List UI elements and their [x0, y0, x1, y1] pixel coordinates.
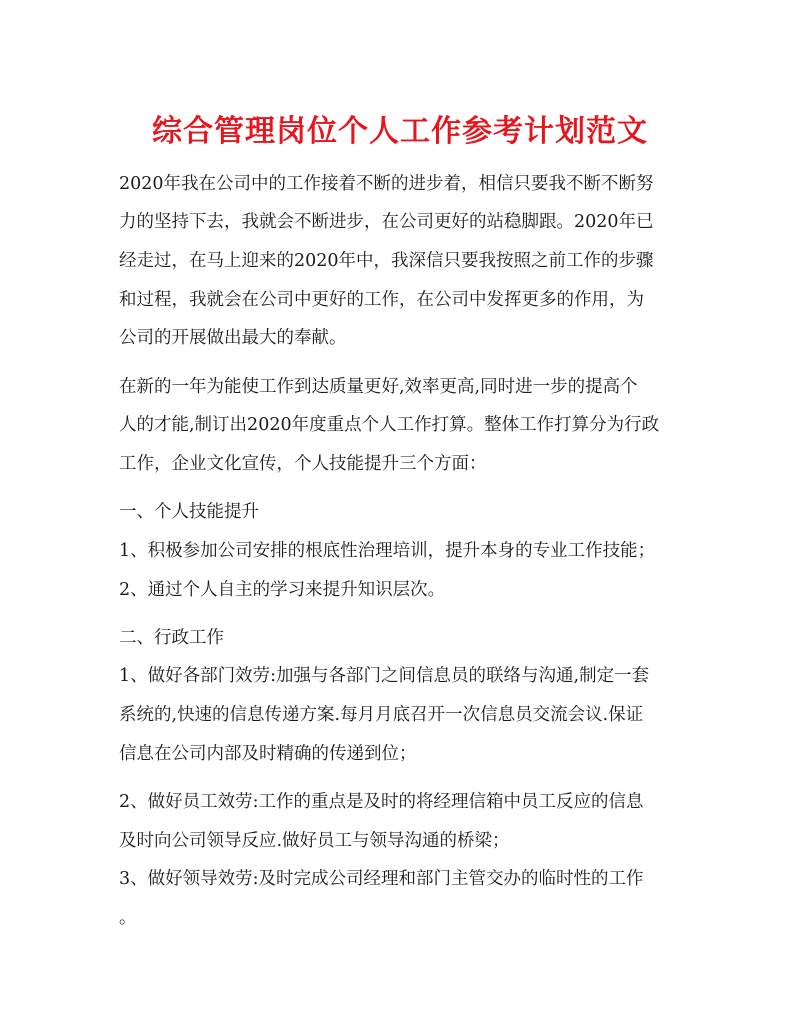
body-line-14: 系统的,快速的信息传递方案.每月月底召开一次信息员交流会议.保证 — [119, 705, 644, 725]
body-line-7: 人的才能,制订出2020年度重点个人工作打算。整体工作打算分为行政 — [119, 415, 660, 435]
body-line-4: 和过程，我就会在公司中更好的工作，在公司中发挥更多的作用，为 — [119, 290, 644, 310]
body-line-17: 及时向公司领导反应.做好员工与领导沟通的桥梁； — [119, 831, 510, 851]
body-line-1: 2020年我在公司中的工作接着不断的进步着，相信只要我不断不断努 — [119, 174, 654, 194]
body-line-15: 信息在公司内部及时精确的传递到位； — [119, 744, 417, 764]
body-line-6: 在新的一年为能使工作到达质量更好,效率更高,同时进一步的提高个 — [119, 377, 638, 397]
body-line-19: 。 — [119, 908, 137, 928]
body-line-18: 3、做好领导效劳:及时完成公司经理和部门主管交办的临时性的工作 — [119, 869, 644, 889]
body-line-5: 公司的开展做出最大的奉献。 — [119, 328, 347, 348]
document-title: 综合管理岗位个人工作参考计划范文 — [152, 114, 648, 149]
body-line-2: 力的坚持下去，我就会不断进步，在公司更好的站稳脚跟。2020年已 — [119, 212, 654, 232]
body-line-13: 1、做好各部门效劳:加强与各部门之间信息员的联络与沟通,制定一套 — [119, 666, 650, 686]
body-line-10: 1、积极参加公司安排的根底性治理培训，提升本身的专业工作技能； — [119, 541, 656, 561]
body-line-8: 工作，企业文化宣传，个人技能提升三个方面： — [119, 454, 487, 474]
body-line-16: 2、做好员工效劳:工作的重点是及时的将经理信箱中员工反应的信息 — [119, 792, 644, 812]
section-heading-2: 二、行政工作 — [119, 628, 224, 648]
body-line-3: 经走过，在马上迎来的2020年中，我深信只要我按照之前工作的步骤 — [119, 251, 654, 271]
body-line-11: 2、通过个人自主的学习来提升知识层次。 — [119, 580, 446, 600]
section-heading-1: 一、个人技能提升 — [119, 502, 259, 522]
